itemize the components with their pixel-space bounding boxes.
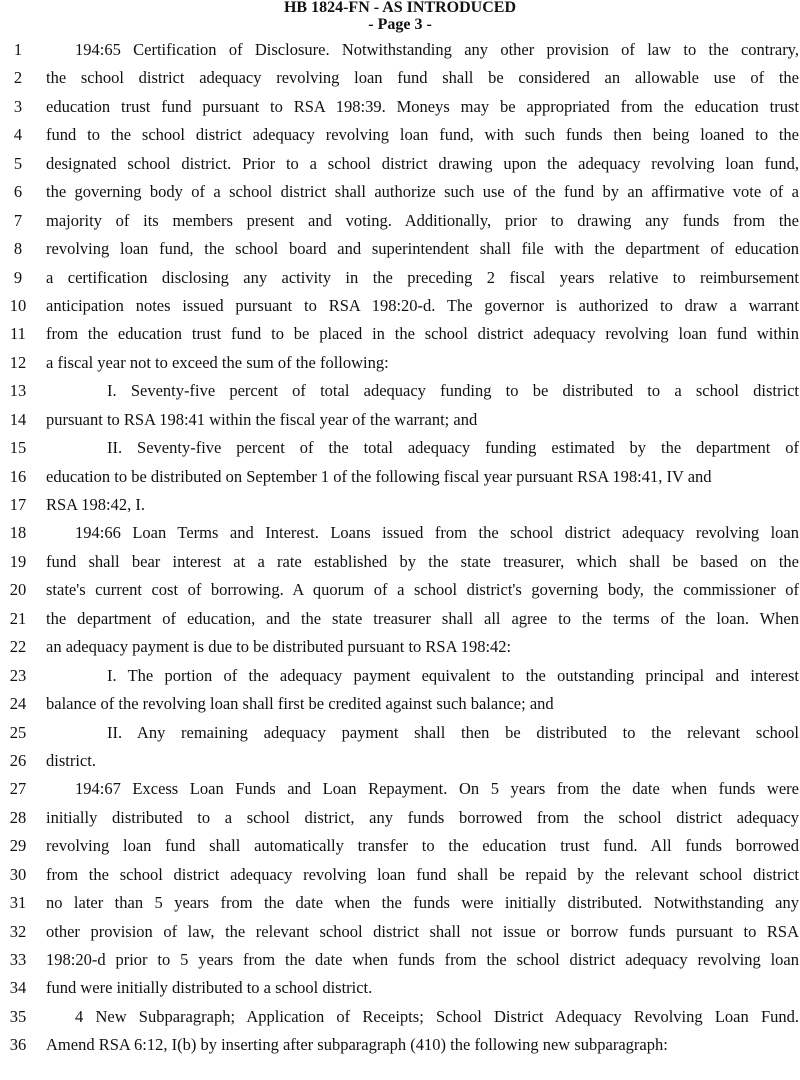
document-line (0, 974, 800, 1002)
line-text: state's current cost of borrowing. A quorum of a school district's governing body, the commissioner of (46, 580, 799, 600)
line-text: pursuant to RSA 198:41 within the fiscal year of the warrant; and (46, 409, 478, 429)
line-text: the department of education, and the state treasurer shall all agree to the terms of the loan. When (46, 608, 799, 628)
line-text: from the school district adequacy revolving loan fund shall be repaid by the relevant school district (46, 864, 799, 884)
line-text: the governing body of a school district shall authorize such use of the fund by an affirmative vote of a (46, 182, 799, 202)
line-number: 11 (10, 324, 26, 344)
line-text: education trust fund pursuant to RSA 198:39. Moneys may be appropriated from the education trust (46, 96, 799, 116)
line-text: 194:66 Loan Terms and Interest. Loans issued from the school district adequacy revolving loan (75, 523, 799, 543)
line-number: 1 (13, 40, 23, 59)
line-number: 20 (9, 580, 27, 600)
document-line (0, 93, 800, 121)
line-text: revolving loan fund, the school board and superintendent shall file with the department of education (46, 239, 799, 259)
document-line (0, 861, 800, 889)
line-number: 32 (9, 921, 27, 941)
line-number: 28 (9, 807, 27, 827)
document-line (0, 349, 800, 377)
document-line (0, 889, 800, 917)
line-text: 194:65 Certification of Disclosure. Notwithstanding any other provision of law to the contrary, (75, 40, 799, 59)
line-number: 33 (9, 950, 27, 969)
document-line (0, 377, 800, 405)
document-line (0, 662, 800, 690)
line-number: 14 (9, 409, 27, 429)
document-line (0, 1003, 800, 1031)
document-line (0, 946, 800, 974)
line-number: 27 (9, 779, 27, 799)
line-text: revolving loan fund shall automatically transfer to the education trust fund. All funds borrowed (46, 836, 799, 856)
line-number: 31 (9, 893, 27, 913)
line-text: the school district adequacy revolving loan fund shall be considered an allowable use of the (46, 68, 799, 88)
page-number: - Page 3 - (368, 16, 432, 33)
document-line (0, 463, 800, 491)
line-number: 8 (13, 239, 23, 259)
line-number: 9 (13, 267, 23, 287)
line-number: 36 (9, 1035, 27, 1055)
line-number: 24 (9, 694, 27, 714)
line-text: Amend RSA 6:12, I(b) by inserting after subparagraph (410) the following new subparagraph: (46, 1035, 668, 1055)
line-number: 15 (9, 438, 27, 458)
line-number: 2 (13, 68, 23, 88)
line-number: 25 (9, 722, 27, 742)
line-text: balance of the revolving loan shall first be credited against such balance; and (46, 694, 554, 714)
line-text: designated school district. Prior to a school district drawing upon the adequacy revolving loan fund, (46, 153, 799, 173)
document-line (0, 775, 800, 803)
line-text: RSA 198:42, I. (46, 495, 146, 514)
document-line (0, 235, 800, 263)
document-line (0, 491, 800, 519)
line-number: 19 (9, 551, 27, 571)
line-number: 13 (9, 381, 27, 401)
line-text: 198:20-d prior to 5 years from the date when funds from the school district adequacy revolving loan (46, 950, 799, 969)
document-line (0, 719, 800, 747)
document-line (0, 292, 800, 320)
line-number: 5 (13, 153, 23, 173)
line-number: 21 (9, 608, 27, 628)
line-text: anticipation notes issued pursuant to RSA 198:20-d. The governor is authorized to draw a warrant (46, 295, 799, 315)
document-title: HB 1824-FN - AS INTRODUCED (283, 0, 516, 16)
document-line (0, 1031, 800, 1059)
line-number: 7 (13, 210, 23, 230)
line-text: 194:67 Excess Loan Funds and Loan Repayment. On 5 years from the date when funds were (75, 779, 799, 799)
document-line (0, 576, 800, 604)
line-text: fund shall bear interest at a rate established by the state treasurer, which shall be based on the (46, 551, 799, 571)
line-number: 12 (9, 352, 27, 372)
line-text: fund were initially distributed to a school district. (46, 978, 373, 998)
line-number: 18 (9, 523, 27, 543)
line-number: 23 (9, 665, 27, 685)
line-number: 34 (9, 978, 27, 998)
document-line (0, 207, 800, 235)
line-text: from the education trust fund to be placed in the school district adequacy revolving loan fund within (46, 324, 799, 344)
line-number: 26 (9, 750, 27, 770)
line-number: 30 (9, 864, 27, 884)
document-line (0, 605, 800, 633)
document-line (0, 804, 800, 832)
document-line (0, 36, 800, 64)
document-body (0, 36, 800, 1060)
line-text: education to be distributed on September 1 of the following fiscal year pursuant RSA 198:41, IV and (46, 466, 712, 486)
document-line (0, 519, 800, 547)
document-line (0, 434, 800, 462)
line-text: II. Seventy-five percent of the total adequacy funding estimated by the department of (107, 438, 799, 458)
line-text: fund to the school district adequacy revolving loan fund, with such funds then being loaned to the (46, 125, 799, 145)
document-line (0, 150, 800, 178)
line-text: 4 New Subparagraph; Application of Receipts; School District Adequacy Revolving Loan Fund. (75, 1006, 799, 1026)
document-line (0, 406, 800, 434)
line-text: other provision of law, the relevant school district shall not issue or borrow funds pursuant to RSA (46, 921, 799, 941)
document-line (0, 832, 800, 860)
line-number: 6 (13, 182, 23, 202)
document-line (0, 320, 800, 348)
document-line (0, 918, 800, 946)
document-line (0, 121, 800, 149)
line-text: a fiscal year not to exceed the sum of the following: (46, 352, 389, 372)
line-number: 3 (13, 96, 23, 116)
line-text: an adequacy payment is due to be distributed pursuant to RSA 198:42: (46, 637, 512, 657)
line-text: district. (46, 750, 96, 770)
line-number: 29 (9, 836, 27, 856)
line-number: 22 (9, 637, 27, 657)
line-text: initially distributed to a school district, any funds borrowed from the school district adequacy (46, 807, 799, 827)
line-number: 16 (9, 466, 27, 486)
document-line (0, 64, 800, 92)
document-line (0, 264, 800, 292)
document-line (0, 747, 800, 775)
line-text: no later than 5 years from the date when the funds were initially distributed. Notwithstanding any (46, 893, 799, 913)
line-text: II. Any remaining adequacy payment shall then be distributed to the relevant school (107, 722, 799, 742)
document-line (0, 548, 800, 576)
line-text: majority of its members present and voting. Additionally, prior to drawing any funds from the (46, 210, 799, 230)
line-text: I. Seventy-five percent of total adequacy funding to be distributed to a school district (107, 381, 799, 401)
document-line (0, 178, 800, 206)
line-number: 10 (9, 295, 27, 315)
document-line (0, 633, 800, 661)
line-number: 35 (9, 1006, 27, 1026)
line-number: 4 (13, 125, 23, 145)
line-text: I. The portion of the adequacy payment equivalent to the outstanding principal and interest (107, 665, 799, 685)
document-line (0, 690, 800, 718)
line-text: a certification disclosing any activity in the preceding 2 fiscal years relative to reimbursement (46, 267, 799, 287)
line-number: 17 (9, 495, 27, 514)
